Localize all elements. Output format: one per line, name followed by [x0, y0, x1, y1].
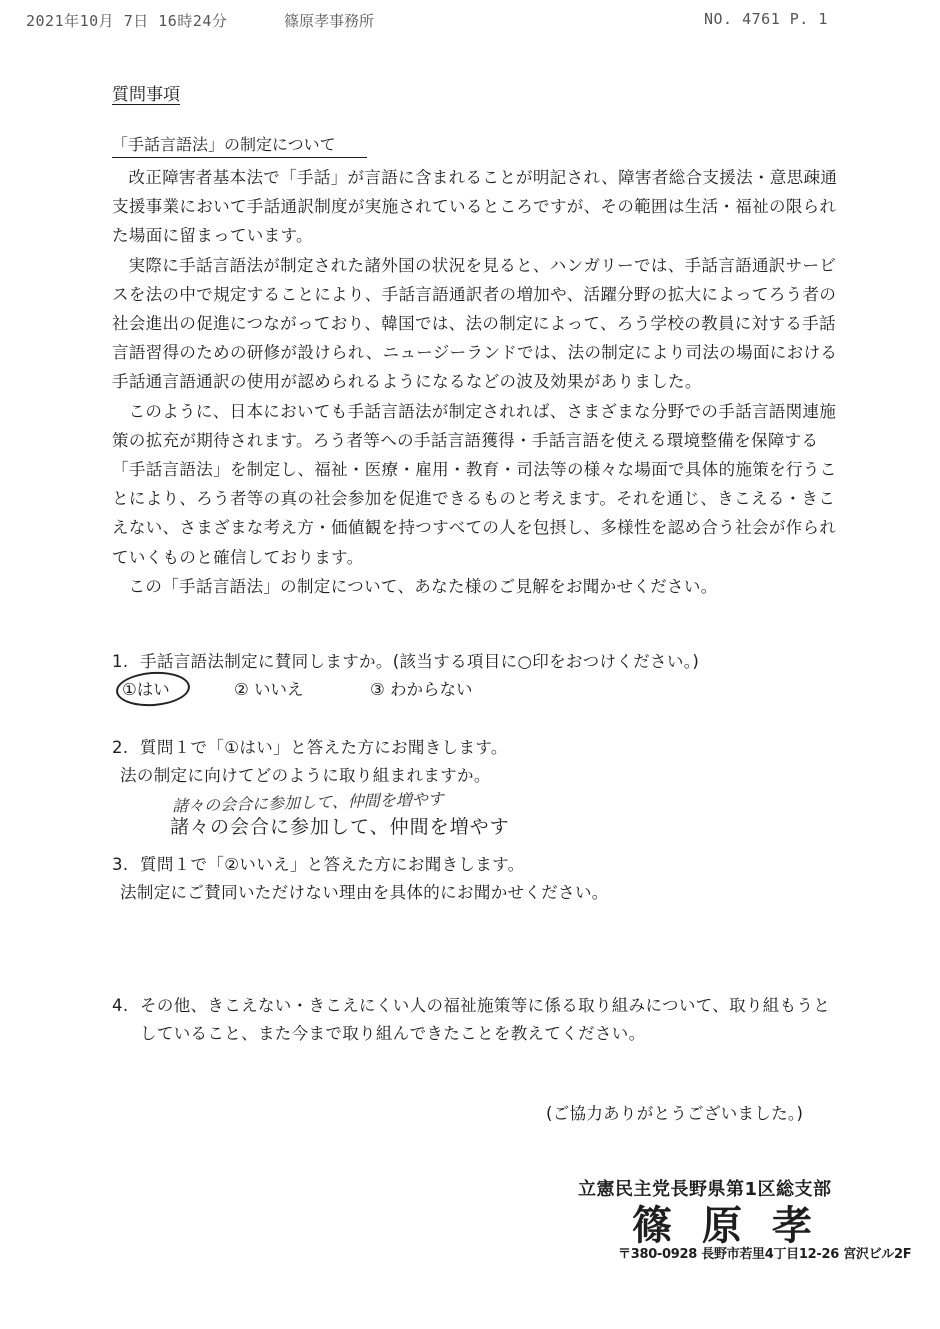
typed-answer: 諸々の会合に参加して、仲間を増やす	[170, 816, 510, 838]
fax-sender: 篠原孝事務所	[284, 12, 375, 30]
stamp-address: 〒380-0928 長野市若里4丁目12-26 宮沢ビル2F	[618, 1247, 912, 1262]
document-heading: 質問事項	[112, 85, 180, 105]
thanks-note: (ご協力ありがとうございました。)	[546, 1104, 804, 1123]
question-number: 2.	[112, 738, 129, 757]
stamp-organization: 立憲民主党長野県第1区総支部	[578, 1179, 832, 1200]
question-3	[112, 851, 812, 907]
question-text: 質問１で「①はい」と答えた方にお聞きします。	[140, 738, 508, 757]
question-2	[112, 734, 812, 790]
question-text: その他、きこえない・きこえにくい人の福祉施策等に係る取り組みについて、取り組もうとしていること、また今まで取り組んできたことを教えてください。	[140, 996, 831, 1043]
paragraph: 実際に手話言語法が制定された諸外国の状況を見ると、ハンガリーでは、手話言語通訳サービスを法の中で規定することにより、手話言語通訳者の増加や、活躍分野の拡大によってろう者の社会進出の促進につながっており、韓国では、法の制定によって、ろう学校の教員に対する手話言語習得のための研修が設けられ、ニュージーランドでは、法の制定により司法の場面における手話通言語通訳の使用が認められるようになるなどの波及効果がありました。	[112, 255, 838, 392]
section-subheading: 「手話言語法」の制定について	[112, 132, 367, 158]
question-text: 手話言語法制定に賛同しますか。(該当する項目に○印をおつけください。)	[140, 652, 700, 671]
question-number: 3.	[112, 855, 129, 874]
option-no[interactable]: ② いいえ	[234, 680, 304, 699]
handwritten-answer: 諸々の会合に参加して、仲間を増やす	[171, 789, 444, 816]
question-text: 法制定にご賛同いただけない理由を具体的にお聞かせください。	[120, 883, 609, 902]
body-text	[112, 163, 842, 601]
paragraph: この「手話言語法」の制定について、あなた様のご見解をお聞かせください。	[128, 576, 718, 596]
paragraph: このように、日本においても手話言語法が制定されれば、さまざまな分野での手話言語関連施策の拡充が期待されます。ろう者等への手話言語獲得・手話言語を使える環境整備を保障する「手話言語法」を制定し、福祉・医療・雇用・教育・司法等の様々な場面で具体的施策を行うことにより、ろう者等の真の社会参加を促進できるものと考えます。それを通じ、きこえる・きこえない、さまざまな考え方・価値観を持つすべての人を包摂し、多様性を認め合う社会が作られていくものと確信しております。	[112, 401, 837, 567]
option-unknown[interactable]: ③ わからない	[370, 680, 473, 699]
fax-header	[0, 10, 940, 36]
question-1	[112, 648, 699, 676]
question-text: 法の制定に向けてどのように取り組まれますか。	[120, 766, 491, 785]
option-yes[interactable]: ①はい	[122, 680, 170, 699]
paragraph: 改正障害者基本法で「手話」が言語に含まれることが明記され、障害者総合支援法・意思疎通支援事業において手話通訳制度が実施されているところですが、その範囲は生活・福祉の限られた場面に留まっています。	[112, 168, 838, 246]
question-4	[112, 992, 832, 1048]
fax-page-number: NO. 4761 P. 1	[704, 10, 828, 28]
question-number: 4.	[112, 996, 129, 1015]
fax-datetime: 2021年10月 7日 16時24分	[26, 12, 228, 30]
question-number: 1.	[112, 652, 129, 671]
stamp-name: 篠原孝	[632, 1202, 842, 1249]
question-text: 質問１で「②いいえ」と答えた方にお聞きします。	[140, 855, 525, 874]
